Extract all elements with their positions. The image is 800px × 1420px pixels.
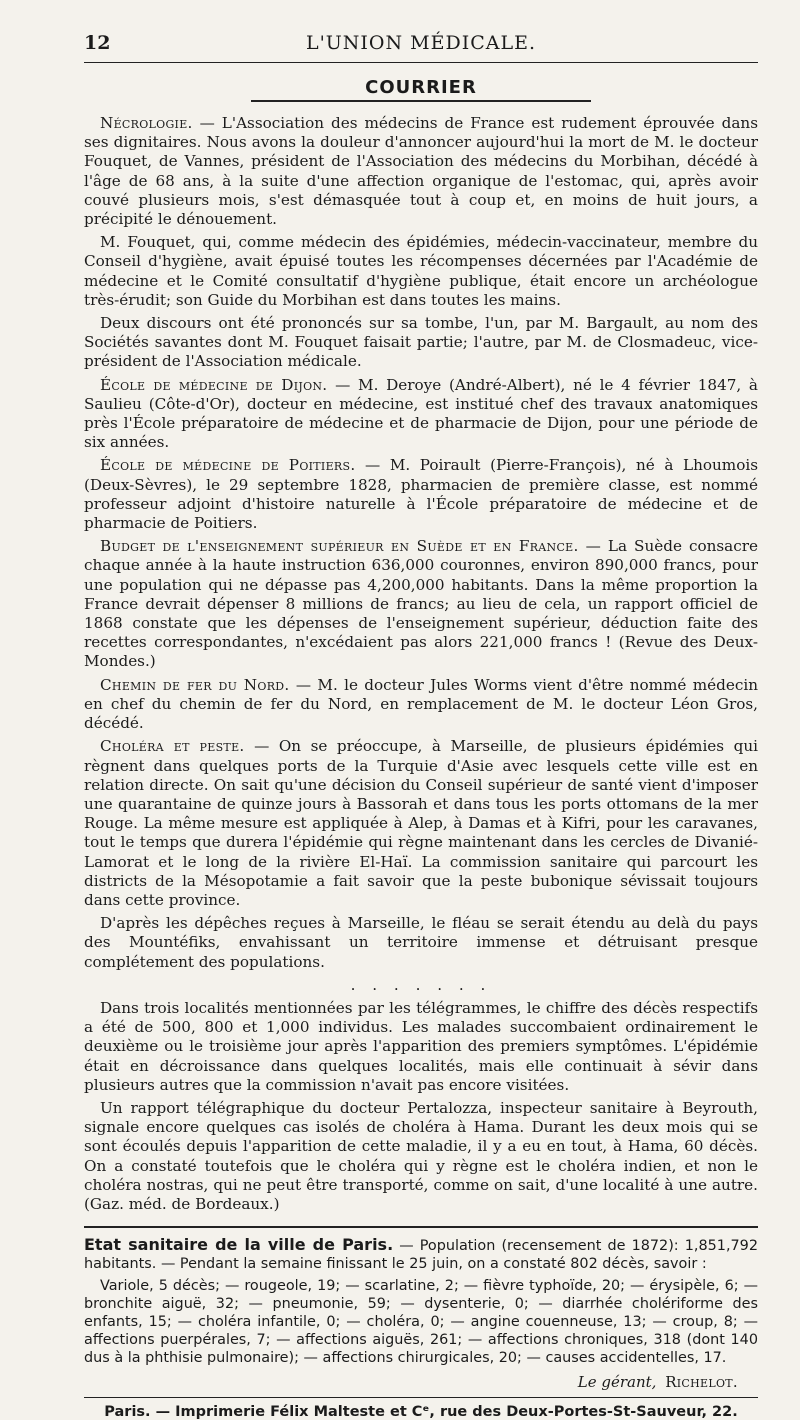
paragraph-depeches xyxy=(84,914,758,972)
paragraph-fouquet xyxy=(84,233,758,310)
imprint-rule xyxy=(84,1397,758,1398)
etat-details: Variole, 5 décès; — rougeole, 19; — scarlatine, 2; — fièvre typhoïde, 20; — érysipèle, 6; — bronchite aiguë, 32; — pneumonie, 59; — dysenterie, 0; — diarrhée cholériforme des enfants, 15; — choléra infantile, 0; — choléra, 0; — angine couenneuse, 13; — croup, 8; — affections puerpérales, 7; — affections aiguës, 261; — affections chroniques, 318 (dont 140 dus à la phthisie pulmonaire); — affections chirurgicales, 20; — causes accidentelles, 17. xyxy=(84,1278,758,1367)
printer-imprint: Paris. — Imprimerie Félix Malteste et Cᵉ, rue des Deux-Portes-St-Sauveur, 22. xyxy=(104,1404,738,1420)
paragraph-cholera xyxy=(84,737,758,910)
section-title: COURRIER xyxy=(365,77,477,98)
paragraph-dijon xyxy=(84,376,758,453)
etat-title: Etat sanitaire de la ville de Paris. xyxy=(84,1235,394,1255)
signature-label: Le gérant, xyxy=(577,1373,657,1392)
paragraph-lead: Budget de l'enseignement supérieur en Suède et en France. xyxy=(100,537,579,556)
journal-title: L'UNION MÉDICALE. xyxy=(305,32,537,54)
paragraph-text: D'après les dépêches reçues à Marseille, le fléau se serait étendu au delà du pays des Mountéfiks, envahissant un territoire immense et détruisant presque complétement des populations. xyxy=(84,914,758,971)
etat-sanitaire xyxy=(84,1226,758,1367)
paragraph-lead: École de médecine de Poitiers. xyxy=(100,456,356,475)
paragraph-text: Deux discours ont été prononcés sur sa tombe, l'un, par M. Bargault, au nom des Sociétés savantes dont M. Fouquet faisait partie; l'autre, par M. de Closmadeuc, vice-président de l'Association médicale. xyxy=(84,314,758,371)
paragraph-text: — L'Association des médecins de France est rudement éprouvée dans ses dignitaires. Nous avons la douleur d'annoncer aujourd'hui la mort de M. le docteur Fouquet, de Vannes, président de l'Association des médecins du Morbihan, décédé à l'âge de 68 ans, à la suite d'une affection organique de l'estomac, qui, après avoir couvé plusieurs mois, s'est démasquée tout à coup et, en moins de huit jours, a précipité le dénouement. xyxy=(84,114,758,229)
etat-intro xyxy=(84,1236,758,1273)
title-rule xyxy=(251,100,591,102)
etat-intro-text: — Population (recensement de 1872): 1,851,792 habitants. — Pendant la semaine finissant le 25 juin, on a constaté 802 décès, savoir : xyxy=(84,1238,758,1273)
signature-name: Richelot. xyxy=(665,1373,738,1392)
paragraph-text: — La Suède consacre chaque année à la haute instruction 636,000 couronnes, environ 890,000 francs, pour une population qui ne dépasse pas 4,200,000 habitants. Dans la même proportion la France devrait dépenser 8 millions de francs; au lieu de cela, un rapport officiel de 1868 constate que les dépenses de l'enseignement supérieur, déduction faite des recettes correspondantes, n'excédaient pas alors 221,000 francs ! (Revue des Deux-Mondes.) xyxy=(84,537,758,671)
paragraph-lead: Nécrologie. xyxy=(100,114,193,132)
paragraph-text: Un rapport télégraphique du docteur Pertalozza, inspecteur sanitaire à Beyrouth, signale encore quelques cas isolés de choléra à Hama. Durant les deux mois qui se sont écoulés depuis l'apparition de cette maladie, il y a eu en tout, à Hama, 60 décès. On a constaté toutefois que le choléra qui y règne est le choléra indien, et non le choléra nostras, qui ne peut être transporté, comme on sait, d'une localité à une autre. (Gaz. méd. de Bordeaux.) xyxy=(84,1098,758,1213)
paragraph-text: Dans trois localités mentionnées par les télégrammes, le chiffre des décès respectifs a été de 500, 800 et 1,000 individus. Les malades succombaient ordinairement le deuxième ou le troisième jour après l'apparition des premiers symptômes. L'épidémie était en décroissance dans quelques localités, mais elle continuait à sévir dans plusieurs autres que la commission n'avait pas encore visitées. xyxy=(84,998,758,1094)
header-rule xyxy=(84,62,758,63)
paragraph-poitiers xyxy=(84,456,758,533)
paragraph-lead: École de médecine de Dijon. xyxy=(100,375,328,394)
page-number: 12 xyxy=(84,32,111,54)
paragraph-localites xyxy=(84,999,758,1095)
paragraph-budget xyxy=(84,537,758,671)
paragraph-text: — M. le docteur Jules Worms vient d'être nommé médecin en chef du chemin de fer du Nord, en remplacement de M. le docteur Léon Gros, décédé. xyxy=(84,675,758,733)
paragraph-text: M. Fouquet, qui, comme médecin des épidémies, médecin-vaccinateur, membre du Conseil d'hygiène, avait épuisé toutes les récompenses décernées par l'Académie de médecine et le Comité consultatif d'hygiène publique, était encore un archéologue très-érudit; son Guide du Morbihan est dans toutes les mains. xyxy=(84,233,758,309)
running-head xyxy=(84,30,758,60)
paragraph-text: — On se préoccupe, à Marseille, de plusieurs épidémies qui règnent dans quelques ports de la Turquie d'Asie avec lesquels cette ville est en relation directe. On sait qu'une décision du Conseil supérieur de santé vient d'imposer une quarantaine de quinze jours à Bassorah et dans tous les ports ottomans de la mer Rouge. La même mesure est appliquée à Alep, à Damas et à Kifri, pour les caravanes, tout le temps que durera l'épidémie qui règne maintenant dans les cercles de Divanié-Lamorat et le long de la rivière El-Haï. La commission sanitaire qui parcourt les districts de la Mésopotamie a fait savoir que la peste bubonique sévissait toujours dans cette province. xyxy=(84,737,758,909)
paragraph-necrologie xyxy=(84,114,758,229)
paragraph-text: — M. Poirault (Pierre-François), né à Lhoumois (Deux-Sèvres), le 29 septembre 1828, pharmacien de première classe, est nommé professeur adjoint d'histoire naturelle à l'École préparatoire de médecine et de pharmacie de Poitiers. xyxy=(84,456,758,533)
paragraph-lead: Choléra et peste. xyxy=(100,737,245,756)
paragraph-discours xyxy=(84,314,758,372)
ellipsis: . . . . . . . xyxy=(350,975,492,994)
paragraph-text: — M. Deroye (André-Albert), né le 4 février 1847, à Saulieu (Côte-d'Or), docteur en médecine, est institué chef des travaux anatomiques près l'École préparatoire de médecine et de pharmacie de Dijon, pour une période de six années. xyxy=(84,375,758,452)
paragraph-chemin-de-fer xyxy=(84,676,758,734)
paragraph-lead: Chemin de fer du Nord. xyxy=(100,675,290,694)
article-body xyxy=(84,114,758,1214)
signature xyxy=(84,1373,758,1391)
paragraph-rapport xyxy=(84,1099,758,1214)
